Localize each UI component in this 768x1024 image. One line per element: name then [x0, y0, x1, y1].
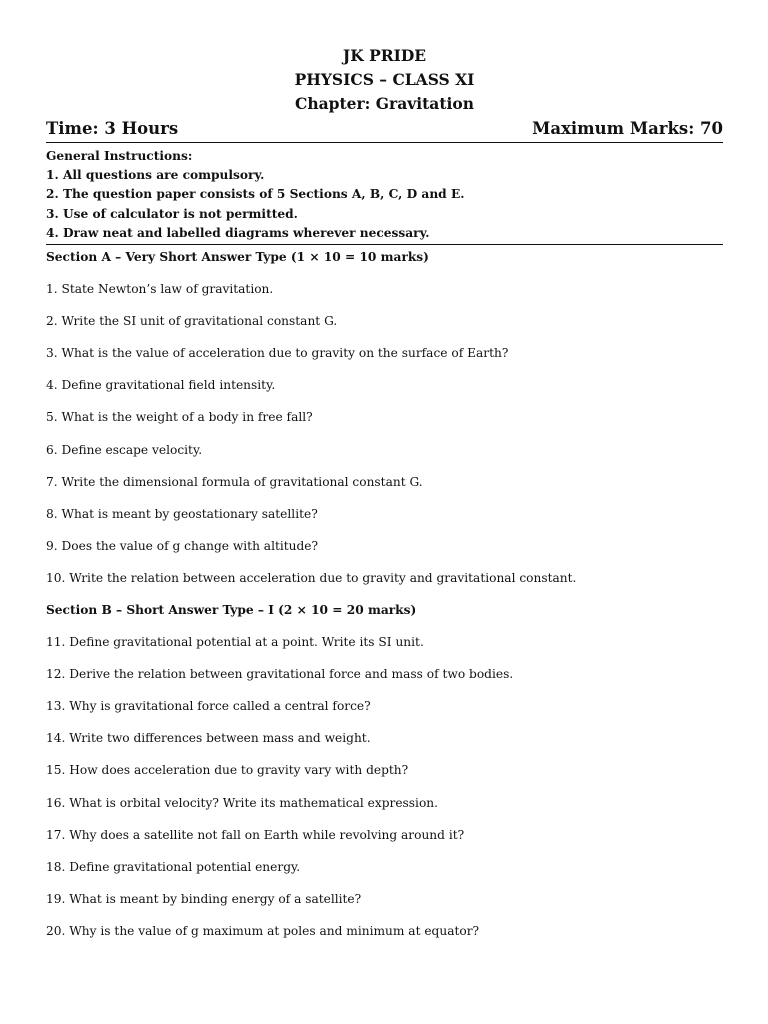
section-a	[46, 247, 723, 588]
question-item: 13. Why is gravitational force called a central force?	[46, 699, 371, 714]
question-item: 17. Why does a satellite not fall on Earth while revolving around it?	[46, 827, 465, 842]
question-item: 11. Define gravitational potential at a point. Write its SI unit.	[46, 635, 424, 650]
question-item: 5. What is the weight of a body in free fall?	[46, 410, 313, 425]
paper-header	[46, 44, 723, 116]
question-item: 16. What is orbital velocity? Write its mathematical expression.	[46, 795, 439, 810]
question-item: 7. Write the dimensional formula of gravitational constant G.	[46, 474, 423, 489]
instructions-title: General Instructions:	[46, 149, 193, 163]
question-item: 8. What is meant by geostationary satellite?	[46, 506, 318, 521]
chapter-title: Chapter: Gravitation	[295, 94, 474, 113]
question-item: 1. State Newton’s law of gravitation.	[46, 282, 274, 297]
maximum-marks: Maximum Marks: 70	[532, 119, 723, 138]
time-marks-row	[46, 116, 723, 143]
question-item: 12. Derive the relation between gravitational force and mass of two bodies.	[46, 667, 514, 682]
section-b	[46, 600, 723, 941]
question-item: 10. Write the relation between acceleration due to gravity and gravitational constant.	[46, 570, 577, 585]
instruction-item: 3. Use of calculator is not permitted.	[46, 206, 298, 221]
section-b-heading: Section B – Short Answer Type – I (2 × 10 = 20 marks)	[46, 602, 417, 617]
question-item: 9. Does the value of g change with altitude?	[46, 538, 319, 553]
general-instructions	[46, 143, 723, 245]
school-name: JK PRIDE	[342, 46, 427, 65]
instruction-item: 4. Draw neat and labelled diagrams wherever necessary.	[46, 225, 430, 240]
section-a-heading: Section A – Very Short Answer Type (1 × 10 = 10 marks)	[46, 249, 429, 264]
time-allowed: Time: 3 Hours	[46, 119, 179, 138]
instruction-item: 1. All questions are compulsory.	[46, 168, 265, 183]
instruction-item: 2. The question paper consists of 5 Sections A, B, C, D and E.	[46, 187, 465, 202]
question-item: 19. What is meant by binding energy of a satellite?	[46, 891, 362, 906]
question-item: 15. How does acceleration due to gravity vary with depth?	[46, 763, 409, 778]
question-paper	[46, 44, 723, 941]
question-item: 3. What is the value of acceleration due to gravity on the surface of Earth?	[46, 346, 509, 361]
question-item: 20. Why is the value of g maximum at poles and minimum at equator?	[46, 923, 480, 938]
question-item: 6. Define escape velocity.	[46, 442, 203, 457]
subject-class: PHYSICS – CLASS XI	[294, 70, 475, 89]
question-item: 18. Define gravitational potential energy.	[46, 859, 301, 874]
question-item: 14. Write two differences between mass and weight.	[46, 731, 371, 746]
question-item: 2. Write the SI unit of gravitational constant G.	[46, 314, 338, 329]
question-item: 4. Define gravitational field intensity.	[46, 378, 276, 393]
